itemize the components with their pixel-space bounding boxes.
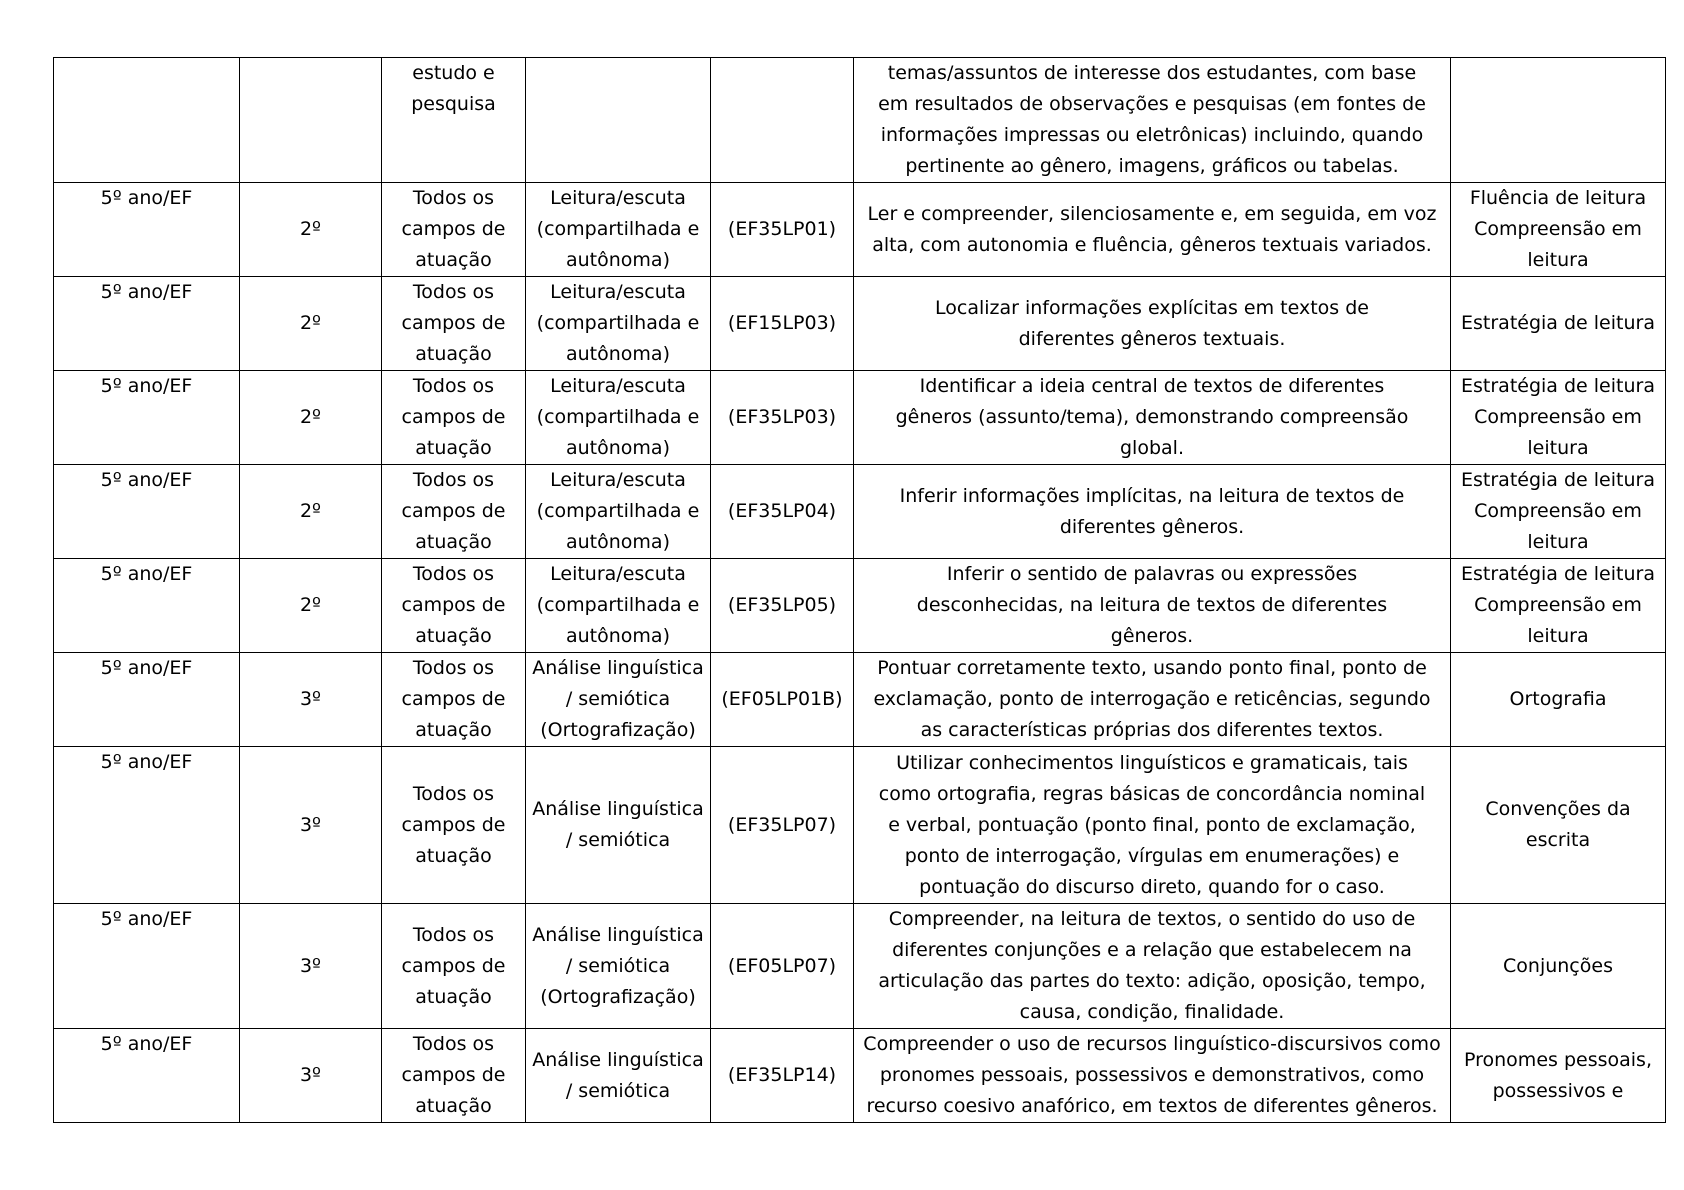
cell-habilidade: Inferir informações implícitas, na leitura de textos de diferentes gêneros. <box>854 465 1451 559</box>
cell-codigo: (EF35LP14) <box>711 1029 854 1123</box>
cell-ano: 5º ano/EF <box>54 371 240 465</box>
cell-campo: Todos os campos de atuação <box>382 1029 526 1123</box>
cell-codigo: (EF35LP03) <box>711 371 854 465</box>
cell-campo: Todos os campos de atuação <box>382 183 526 277</box>
cell-objeto: Estratégia de leitura Compreensão em leitura <box>1451 465 1666 559</box>
cell-ano <box>54 58 240 183</box>
cell-objeto: Conjunções <box>1451 904 1666 1029</box>
cell-codigo <box>711 58 854 183</box>
cell-habilidade: Identificar a ideia central de textos de diferentes gêneros (assunto/tema), demonstrando compreensão global. <box>854 371 1451 465</box>
cell-campo: Todos os campos de atuação <box>382 653 526 747</box>
cell-codigo: (EF15LP03) <box>711 277 854 371</box>
cell-ano: 5º ano/EF <box>54 559 240 653</box>
cell-bimestre: 3º <box>240 904 382 1029</box>
cell-bimestre: 2º <box>240 371 382 465</box>
cell-ano: 5º ano/EF <box>54 653 240 747</box>
cell-ano: 5º ano/EF <box>54 465 240 559</box>
curriculum-table <box>53 57 1666 1123</box>
cell-ano: 5º ano/EF <box>54 277 240 371</box>
cell-campo: Todos os campos de atuação <box>382 747 526 904</box>
cell-bimestre: 2º <box>240 277 382 371</box>
table-row <box>54 277 1666 371</box>
cell-codigo: (EF35LP07) <box>711 747 854 904</box>
cell-habilidade: temas/assuntos de interesse dos estudantes, com base em resultados de observações e pesquisas (em fontes de informações impressas ou eletrônicas) incluindo, quando pertinente ao gênero, imagens, gráficos ou tabelas. <box>854 58 1451 183</box>
cell-objeto: Fluência de leitura Compreensão em leitura <box>1451 183 1666 277</box>
cell-bimestre: 3º <box>240 653 382 747</box>
cell-objeto: Pronomes pessoais, possessivos e <box>1451 1029 1666 1123</box>
cell-habilidade: Utilizar conhecimentos linguísticos e gramaticais, tais como ortografia, regras básicas de concordância nominal e verbal, pontuação (ponto final, ponto de exclamação, ponto de interrogação, vírgulas em enumerações) e pontuação do discurso direto, quando for o caso. <box>854 747 1451 904</box>
table-row <box>54 559 1666 653</box>
cell-pratica: Leitura/escuta (compartilhada e autônoma) <box>526 183 711 277</box>
cell-objeto: Estratégia de leitura Compreensão em leitura <box>1451 559 1666 653</box>
cell-campo: Todos os campos de atuação <box>382 465 526 559</box>
cell-habilidade: Inferir o sentido de palavras ou expressões desconhecidas, na leitura de textos de diferentes gêneros. <box>854 559 1451 653</box>
cell-habilidade: Ler e compreender, silenciosamente e, em seguida, em voz alta, com autonomia e fluência, gêneros textuais variados. <box>854 183 1451 277</box>
cell-codigo: (EF35LP01) <box>711 183 854 277</box>
cell-codigo: (EF35LP04) <box>711 465 854 559</box>
cell-campo: Todos os campos de atuação <box>382 371 526 465</box>
cell-campo: Todos os campos de atuação <box>382 277 526 371</box>
cell-ano: 5º ano/EF <box>54 183 240 277</box>
table-row <box>54 1029 1666 1123</box>
table-row <box>54 904 1666 1029</box>
cell-pratica: Análise linguística / semiótica (Ortografização) <box>526 653 711 747</box>
table-row <box>54 58 1666 183</box>
table-row <box>54 371 1666 465</box>
cell-bimestre: 2º <box>240 559 382 653</box>
cell-objeto <box>1451 58 1666 183</box>
cell-bimestre <box>240 58 382 183</box>
cell-campo: estudo e pesquisa <box>382 58 526 183</box>
cell-campo: Todos os campos de atuação <box>382 904 526 1029</box>
cell-pratica: Leitura/escuta (compartilhada e autônoma) <box>526 465 711 559</box>
cell-ano: 5º ano/EF <box>54 904 240 1029</box>
cell-campo: Todos os campos de atuação <box>382 559 526 653</box>
cell-habilidade: Compreender, na leitura de textos, o sentido do uso de diferentes conjunções e a relação que estabelecem na articulação das partes do texto: adição, oposição, tempo, causa, condição, finalidade. <box>854 904 1451 1029</box>
cell-pratica: Análise linguística / semiótica <box>526 747 711 904</box>
cell-objeto: Ortografia <box>1451 653 1666 747</box>
cell-objeto: Convenções da escrita <box>1451 747 1666 904</box>
cell-pratica: Leitura/escuta (compartilhada e autônoma) <box>526 371 711 465</box>
cell-pratica: Análise linguística / semiótica <box>526 1029 711 1123</box>
cell-habilidade: Localizar informações explícitas em textos de diferentes gêneros textuais. <box>854 277 1451 371</box>
cell-bimestre: 3º <box>240 747 382 904</box>
cell-pratica: Leitura/escuta (compartilhada e autônoma) <box>526 559 711 653</box>
table-row <box>54 653 1666 747</box>
cell-habilidade: Compreender o uso de recursos linguístico-discursivos como pronomes pessoais, possessivos e demonstrativos, como recurso coesivo anafórico, em textos de diferentes gêneros. <box>854 1029 1451 1123</box>
cell-bimestre: 2º <box>240 465 382 559</box>
cell-pratica <box>526 58 711 183</box>
table-row <box>54 465 1666 559</box>
cell-ano: 5º ano/EF <box>54 747 240 904</box>
cell-bimestre: 3º <box>240 1029 382 1123</box>
cell-ano: 5º ano/EF <box>54 1029 240 1123</box>
cell-habilidade: Pontuar corretamente texto, usando ponto final, ponto de exclamação, ponto de interrogação e reticências, segundo as características próprias dos diferentes textos. <box>854 653 1451 747</box>
table-row <box>54 183 1666 277</box>
table-row <box>54 747 1666 904</box>
cell-objeto: Estratégia de leitura <box>1451 277 1666 371</box>
cell-objeto: Estratégia de leitura Compreensão em leitura <box>1451 371 1666 465</box>
cell-pratica: Análise linguística / semiótica (Ortografização) <box>526 904 711 1029</box>
cell-codigo: (EF05LP07) <box>711 904 854 1029</box>
cell-codigo: (EF35LP05) <box>711 559 854 653</box>
cell-codigo: (EF05LP01B) <box>711 653 854 747</box>
cell-pratica: Leitura/escuta (compartilhada e autônoma) <box>526 277 711 371</box>
cell-bimestre: 2º <box>240 183 382 277</box>
